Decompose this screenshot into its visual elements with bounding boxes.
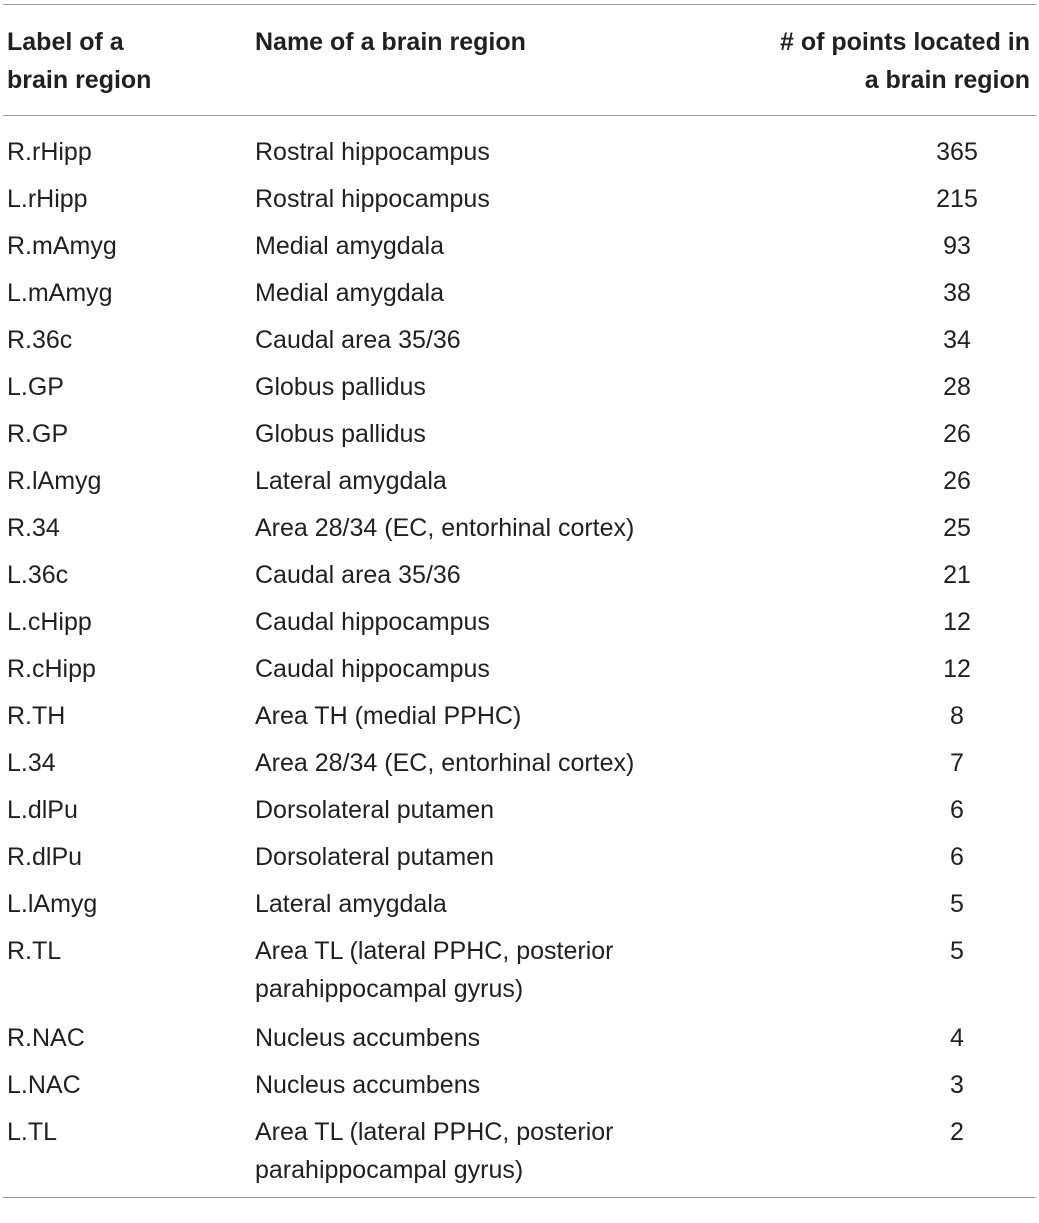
table-row [3, 928, 1036, 1015]
row-label: R.36c [7, 325, 73, 354]
table-row [3, 552, 1036, 599]
row-region-name: Globus pallidus [255, 372, 426, 401]
brain-region-table-container [3, 4, 1036, 1198]
row-region-name: Area 28/34 (EC, entorhinal cortex) [255, 748, 635, 777]
row-label: R.dlPu [7, 842, 83, 871]
table-row [3, 1015, 1036, 1062]
table-row [3, 364, 1036, 411]
table-row [3, 1109, 1036, 1197]
row-region-name: Area 28/34 (EC, entorhinal cortex) [255, 513, 635, 542]
row-label: R.34 [7, 513, 60, 542]
row-label: R.rHipp [7, 138, 92, 166]
row-points: 6 [950, 795, 964, 824]
row-points: 5 [950, 889, 964, 918]
row-points: 6 [950, 842, 964, 871]
table-row [3, 505, 1036, 552]
row-region-name: Area TL (lateral PPHC, posterior parahippocampal gyrus) [255, 1117, 614, 1184]
row-points: 38 [943, 278, 971, 307]
row-points: 26 [943, 466, 971, 495]
table-row [3, 176, 1036, 223]
row-region-name: Caudal area 35/36 [255, 560, 461, 589]
row-region-name: Dorsolateral putamen [255, 842, 495, 871]
row-region-name: Caudal hippocampus [255, 654, 490, 683]
row-points: 28 [943, 372, 971, 401]
header-row [3, 5, 1036, 116]
row-points: 12 [943, 607, 971, 636]
row-label: L.mAmyg [7, 278, 113, 307]
row-region-name: Lateral amygdala [255, 466, 447, 495]
row-points: 34 [943, 325, 971, 354]
table-row [3, 787, 1036, 834]
row-label: L.NAC [7, 1070, 81, 1099]
row-label: L.34 [7, 748, 56, 777]
row-points: 5 [950, 936, 964, 965]
table-body [3, 116, 1036, 1197]
row-points: 4 [950, 1023, 964, 1052]
row-points: 12 [943, 654, 971, 683]
row-points: 2 [950, 1117, 964, 1146]
row-region-name: Globus pallidus [255, 419, 426, 448]
row-region-name: Medial amygdala [255, 278, 444, 307]
brain-region-table [3, 5, 1036, 1197]
row-label: R.lAmyg [7, 466, 102, 495]
table-row [3, 116, 1036, 176]
row-label: R.GP [7, 419, 69, 448]
row-label: L.TL [7, 1117, 58, 1146]
row-points: 93 [943, 231, 971, 260]
table-header [3, 5, 1036, 116]
row-region-name: Area TH (medial PPHC) [255, 701, 522, 730]
row-points: 365 [936, 138, 978, 166]
row-points: 25 [943, 513, 971, 542]
row-region-name: Dorsolateral putamen [255, 795, 495, 824]
row-points: 8 [950, 701, 964, 730]
header-name-column: Name of a brain region [251, 5, 776, 116]
row-points: 21 [943, 560, 971, 589]
table-row [3, 881, 1036, 928]
table-row [3, 693, 1036, 740]
row-label: R.cHipp [7, 654, 96, 683]
row-points: 215 [936, 184, 978, 213]
row-points: 26 [943, 419, 971, 448]
row-region-name: Rostral hippocampus [255, 184, 490, 213]
row-label: L.36c [7, 560, 69, 589]
header-points-column: # of points located in a brain region [776, 5, 1036, 116]
table-row [3, 646, 1036, 693]
row-label: L.GP [7, 372, 64, 401]
row-region-name: Rostral hippocampus [255, 138, 490, 166]
header-label-column: Label of a brain region [3, 5, 251, 116]
row-region-name: Caudal area 35/36 [255, 325, 461, 354]
row-points: 7 [950, 748, 964, 777]
table-row [3, 411, 1036, 458]
table-row [3, 834, 1036, 881]
table-row [3, 599, 1036, 646]
row-label: R.TH [7, 701, 66, 730]
row-region-name: Nucleus accumbens [255, 1070, 481, 1099]
row-points: 3 [950, 1070, 964, 1099]
row-label: L.rHipp [7, 184, 88, 213]
table-row [3, 270, 1036, 317]
row-region-name: Caudal hippocampus [255, 607, 490, 636]
row-region-name: Medial amygdala [255, 231, 444, 260]
row-label: L.cHipp [7, 607, 92, 636]
row-label: R.mAmyg [7, 231, 117, 260]
row-label: L.lAmyg [7, 889, 98, 918]
row-label: L.dlPu [7, 795, 78, 824]
table-row [3, 458, 1036, 505]
row-region-name: Lateral amygdala [255, 889, 447, 918]
row-region-name: Nucleus accumbens [255, 1023, 481, 1052]
row-region-name: Area TL (lateral PPHC, posterior parahippocampal gyrus) [255, 936, 614, 1003]
table-row [3, 317, 1036, 364]
row-label: R.TL [7, 936, 62, 965]
table-row [3, 740, 1036, 787]
table-row [3, 1062, 1036, 1109]
row-label: R.NAC [7, 1023, 85, 1052]
table-row [3, 223, 1036, 270]
